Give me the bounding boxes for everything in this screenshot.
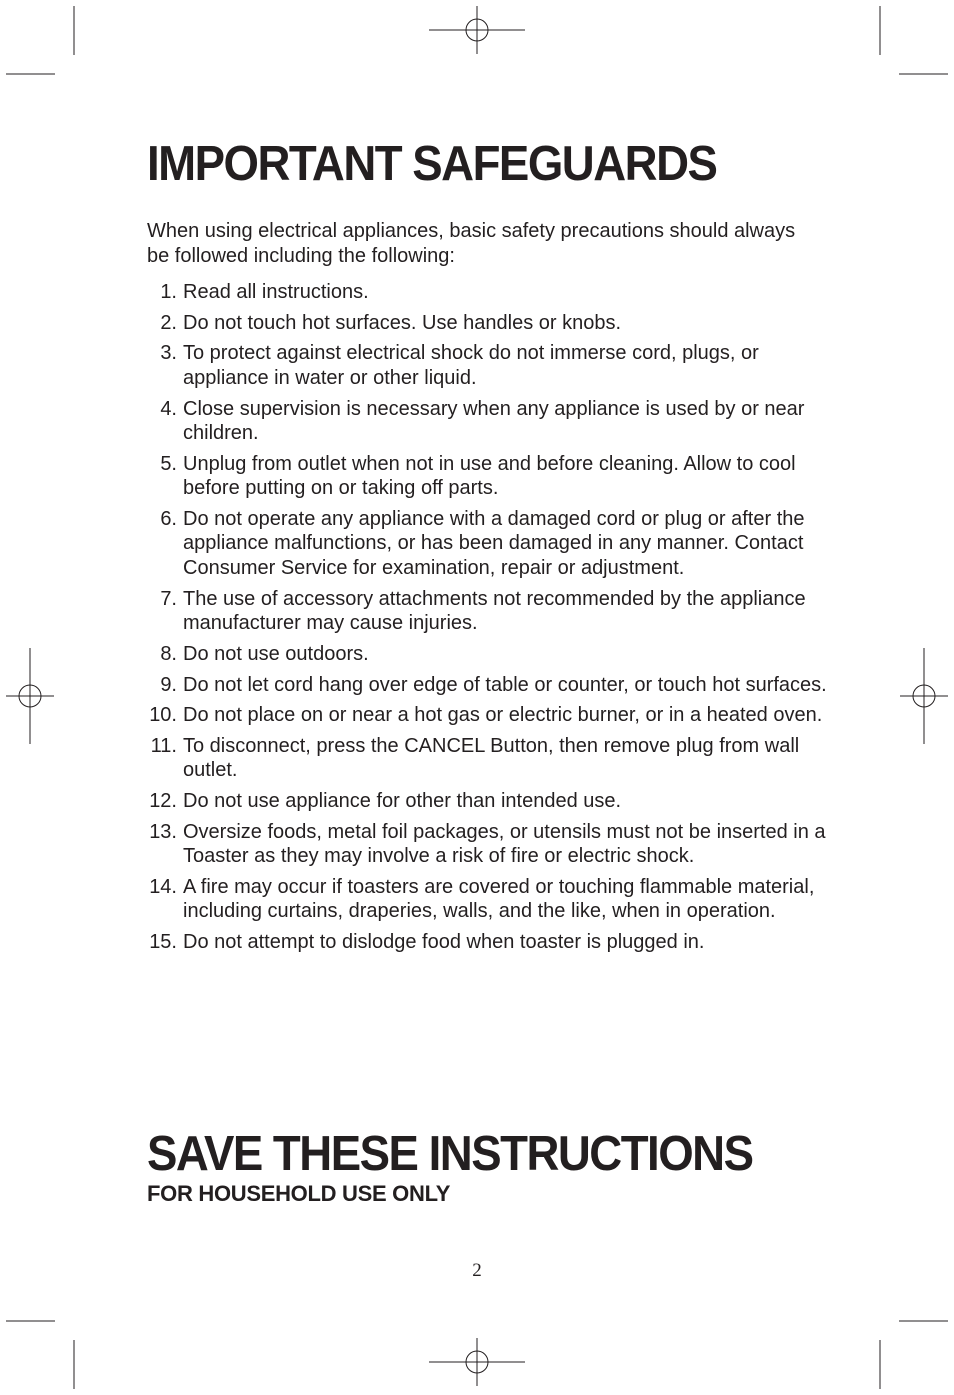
- list-item: [147, 673, 827, 698]
- registration-mark-left: [6, 648, 54, 744]
- list-item-number: 1.: [160, 281, 177, 303]
- page-title: IMPORTANT SAFEGUARDS: [147, 137, 717, 191]
- list-item-number: 9.: [160, 673, 177, 696]
- list-item-text: Read all instructions.: [183, 281, 369, 303]
- list-item-text: Do not touch hot surfaces. Use handles or knobs.: [183, 311, 622, 334]
- list-item-text: Do not use outdoors.: [183, 642, 369, 665]
- list-item: [147, 507, 827, 581]
- list-item-number: 11.: [150, 734, 177, 757]
- list-item-number: 2.: [160, 311, 177, 334]
- list-item-number: 13.: [149, 820, 177, 843]
- list-item: [147, 397, 827, 446]
- list-item-number: 8.: [160, 642, 177, 665]
- household-use-subheading: FOR HOUSEHOLD USE ONLY: [147, 1181, 451, 1206]
- list-item-text: To protect against electrical shock do not immerse cord, plugs, or appliance in water or other liquid.: [183, 342, 759, 389]
- safeguard-list: [147, 280, 827, 961]
- list-item-number: 7.: [160, 587, 177, 610]
- list-item-text: Unplug from outlet when not in use and before cleaning. Allow to cool before putting on or taking off parts.: [183, 452, 796, 500]
- list-item-number: 10.: [149, 704, 177, 727]
- list-item-text: To disconnect, press the CANCEL Button, then remove plug from wall outlet.: [183, 734, 800, 782]
- list-item: [147, 930, 827, 955]
- list-item: [147, 875, 827, 924]
- list-item: [147, 820, 827, 869]
- list-item-number: 12.: [149, 790, 177, 813]
- list-item: [147, 642, 827, 667]
- list-item-number: 3.: [160, 342, 177, 365]
- list-item-text: Oversize foods, metal foil packages, or utensils must not be inserted in a Toaster as they may involve a risk of fire or electric shock.: [183, 820, 826, 868]
- registration-mark-top: [429, 6, 525, 54]
- list-item-number: 5.: [160, 452, 177, 475]
- list-item-text: Do not operate any appliance with a damaged cord or plug or after the appliance malfunctions, or has been damaged in any manner. Contact Consumer Service for examination, repair or adjustment.: [183, 507, 805, 579]
- list-item: [147, 341, 827, 390]
- list-item: [147, 734, 827, 783]
- list-item-text: Close supervision is necessary when any appliance is used by or near children.: [183, 397, 805, 445]
- list-item-number: 6.: [160, 507, 177, 530]
- list-item-text: Do not place on or near a hot gas or electric burner, or in a heated oven.: [183, 704, 823, 727]
- list-item-text: The use of accessory attachments not recommended by the appliance manufacturer may cause injuries.: [183, 587, 806, 635]
- list-item-text: Do not let cord hang over edge of table or counter, or touch hot surfaces.: [183, 673, 827, 696]
- list-item-number: 14.: [149, 875, 177, 898]
- list-item: [147, 703, 827, 728]
- page-number: 2: [472, 1260, 482, 1281]
- list-item-number: 15.: [149, 931, 177, 954]
- list-item: [147, 789, 827, 814]
- list-item-text: Do not attempt to dislodge food when toaster is plugged in.: [183, 931, 705, 954]
- list-item-text: Do not use appliance for other than intended use.: [183, 790, 622, 813]
- list-item: [147, 280, 827, 305]
- list-item-text: A fire may occur if toasters are covered or touching flammable material, including curtains, draperies, walls, and the like, when in operation.: [183, 875, 815, 923]
- list-item-number: 4.: [160, 397, 177, 420]
- list-item: [147, 587, 827, 636]
- registration-mark-bottom: [429, 1338, 525, 1386]
- registration-mark-right: [900, 648, 948, 744]
- intro-paragraph: When using electrical appliances, basic safety precautions should always be followed including the following:: [147, 220, 796, 267]
- save-instructions-heading: SAVE THESE INSTRUCTIONS: [147, 1127, 753, 1181]
- list-item: [147, 311, 827, 336]
- list-item: [147, 452, 827, 501]
